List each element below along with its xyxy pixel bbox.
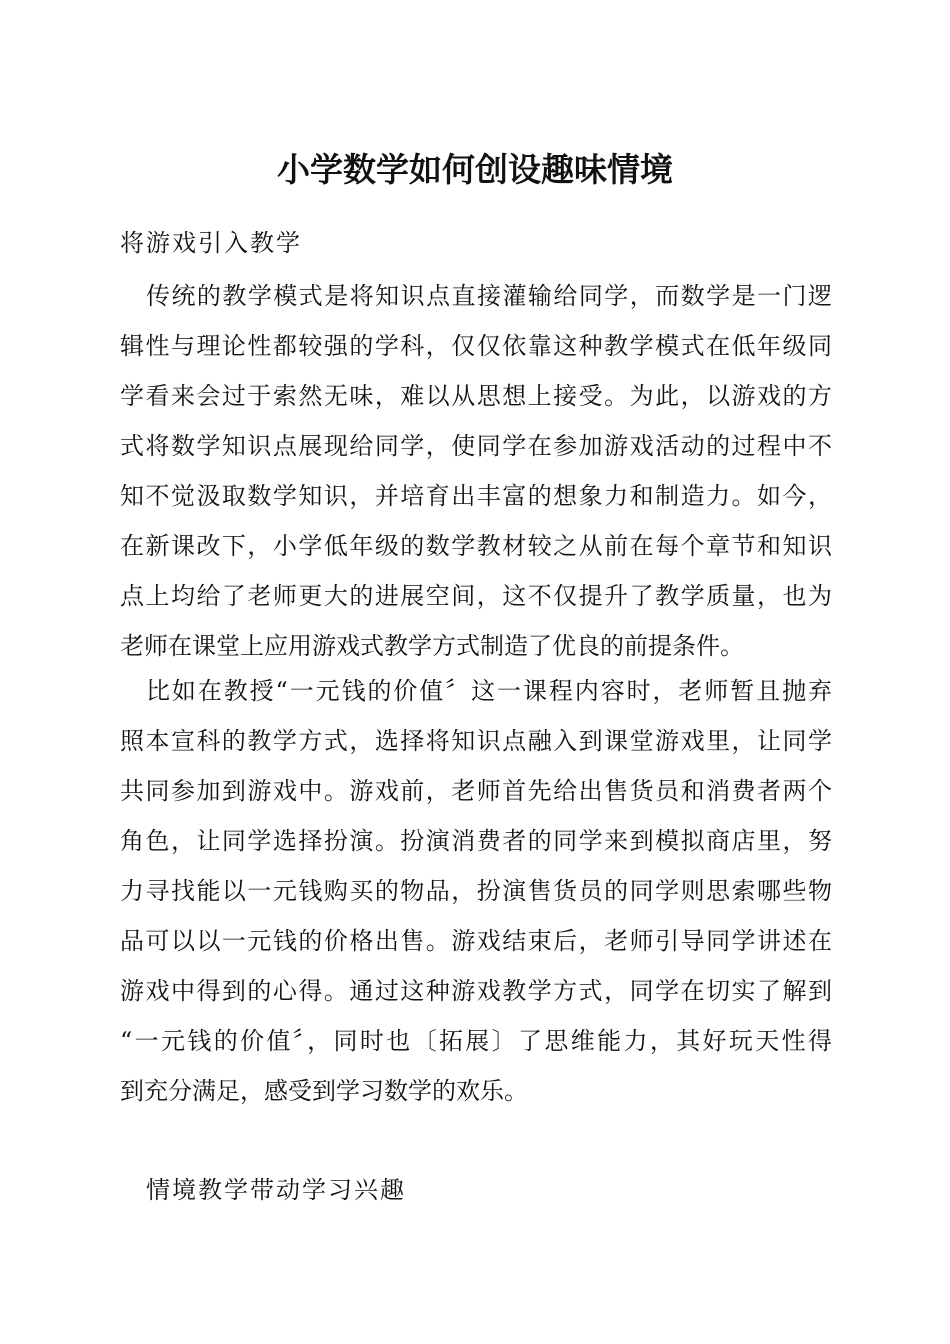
document-title: 小学数学如何创设趣味情境 <box>277 150 673 189</box>
paragraph-line: 品可以以一元钱的价格出售。游戏结束后，老师引导同学讲述在 <box>120 927 832 955</box>
paragraph-line: 学看来会过于索然无味，难以从思想上接受。为此，以游戏的方 <box>120 382 832 410</box>
paragraph-line: 照本宣科的教学方式，选择将知识点融入到课堂游戏里，让同学 <box>120 727 832 755</box>
paragraph-line: 老师在课堂上应用游戏式教学方式制造了优良的前提条件。 <box>120 632 744 660</box>
paragraph-line: 比如在教授“一元钱的价值〞这一课程内容时，老师暂且抛弃 <box>146 677 832 705</box>
paragraph-line: 传统的教学模式是将知识点直接灌输给同学，而数学是一门逻 <box>146 282 832 310</box>
paragraph-line: 点上均给了老师更大的进展空间，这不仅提升了教学质量，也为 <box>120 582 832 610</box>
section-heading-games: 将游戏引入教学 <box>120 229 302 257</box>
paragraph-line: 辑性与理论性都较强的学科，仅仅依靠这种教学模式在低年级同 <box>120 332 832 360</box>
paragraph-line: 力寻找能以一元钱购买的物品，扮演售货员的同学则思索哪些物 <box>120 877 832 905</box>
paragraph-line: 式将数学知识点展现给同学，使同学在参加游戏活动的过程中不 <box>120 432 832 460</box>
section-heading-situational: 情境教学带动学习兴趣 <box>146 1176 406 1204</box>
paragraph-line: 共同参加到游戏中。游戏前，老师首先给出售货员和消费者两个 <box>120 777 832 805</box>
paragraph-line: 知不觉汲取数学知识，并培育出丰富的想象力和制造力。如今， <box>120 482 832 510</box>
paragraph-line: “一元钱的价值〞，同时也〔拓展〕了思维能力，其好玩天性得 <box>120 1027 832 1055</box>
paragraph-line: 游戏中得到的心得。通过这种游戏教学方式，同学在切实了解到 <box>120 977 832 1005</box>
paragraph-line: 在新课改下，小学低年级的数学教材较之从前在每个章节和知识 <box>120 532 832 560</box>
paragraph-line: 角色，让同学选择扮演。扮演消费者的同学来到模拟商店里，努 <box>120 827 832 855</box>
paragraph-traditional-teaching <box>120 271 832 671</box>
paragraph-line: 到充分满足，感受到学习数学的欢乐。 <box>120 1077 528 1105</box>
paragraph-one-yuan-example <box>120 666 832 1116</box>
